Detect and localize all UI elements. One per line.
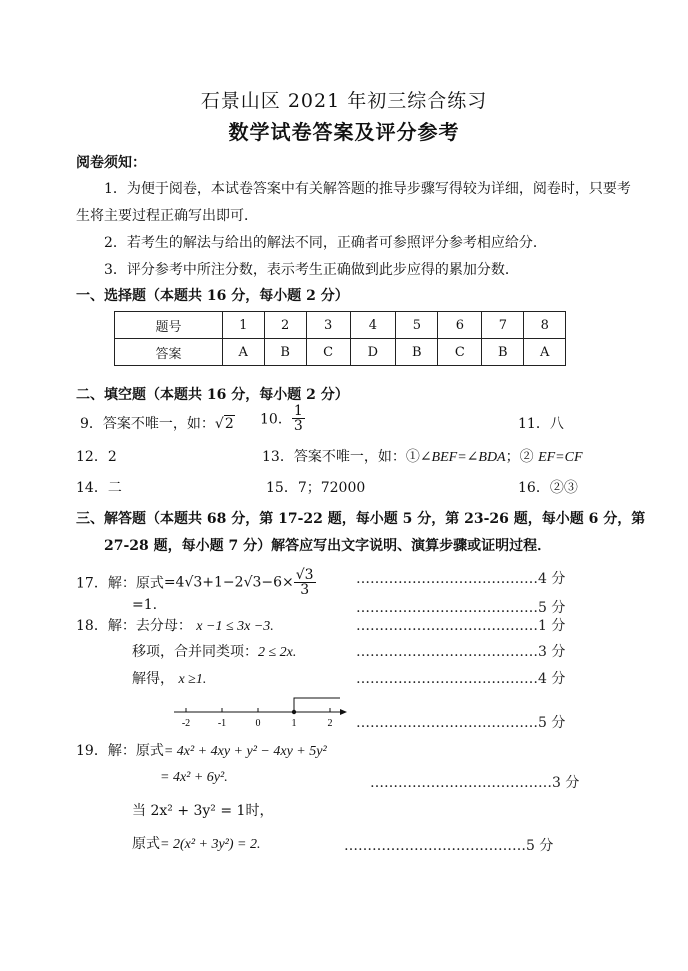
leader-dots: ………………………………… bbox=[356, 600, 538, 616]
q18-score-4 bbox=[356, 712, 565, 732]
q19-line1 bbox=[76, 740, 327, 760]
q17-line2: =1. bbox=[132, 597, 158, 613]
q18-line3 bbox=[132, 668, 206, 688]
notice-heading: 阅卷须知： bbox=[76, 155, 146, 171]
section-3-heading-line2: 27-28 题，每小题 7 分）解答应写出文字说明、演算步骤或证明过程． bbox=[104, 538, 552, 554]
table-cell: 1 bbox=[222, 312, 264, 339]
table-cell: 5 bbox=[396, 312, 438, 339]
q18-step2-text: 移项，合并同类项： bbox=[132, 644, 258, 660]
notice-3: 3．评分参考中所注分数，表示考生正确做到此步应得的累加分数． bbox=[104, 262, 519, 278]
sqrt-symbol: √ bbox=[214, 416, 224, 432]
table-cell: B bbox=[482, 339, 524, 366]
q18-step2-expr: 2 ≤ 2x. bbox=[258, 645, 297, 660]
score: 5 分 bbox=[526, 838, 554, 854]
table-cell: B bbox=[396, 339, 438, 366]
leader-dots: ………………………………… bbox=[356, 571, 538, 587]
fill-q13 bbox=[262, 446, 583, 466]
score: 4 分 bbox=[538, 671, 566, 687]
tick-label: 2 bbox=[327, 718, 333, 729]
q19-line4 bbox=[132, 833, 261, 853]
q19-score-1 bbox=[370, 772, 579, 792]
q10-denominator: 3 bbox=[293, 418, 303, 434]
document-title: 石景山区 2021 年初三综合练习 bbox=[200, 90, 488, 112]
score: 4 分 bbox=[538, 571, 566, 587]
table-cell: 3 bbox=[306, 312, 350, 339]
q19-line2: = 4x² + 6y². bbox=[160, 770, 228, 785]
table-cell: 8 bbox=[524, 312, 566, 339]
q18-step3-expr: x ≥1. bbox=[178, 672, 207, 687]
q10-fraction bbox=[292, 404, 305, 433]
q18-line1 bbox=[76, 615, 274, 635]
fill-q15: 15．7；72000 bbox=[266, 480, 366, 496]
table-row bbox=[115, 339, 566, 366]
section-3-heading-line1: 三、解答题（本题共 68 分，第 17-22 题，每小题 5 分，第 23-26 题，每小题 6 分，第 bbox=[76, 511, 646, 527]
q18-line2 bbox=[132, 641, 296, 661]
leader-dots: ………………………………… bbox=[356, 671, 538, 687]
number-line bbox=[170, 694, 350, 734]
q10-numerator: 1 bbox=[293, 403, 303, 419]
q13-answer-a: ∠BEF=∠BDA bbox=[419, 450, 506, 465]
table-cell: 6 bbox=[438, 312, 482, 339]
q18-score-3 bbox=[356, 668, 565, 688]
fill-q11: 11．八 bbox=[518, 416, 564, 432]
q19-score-2 bbox=[344, 835, 553, 855]
q18-step3-text: 解得， bbox=[132, 671, 174, 687]
q13-separator: ；② bbox=[505, 449, 539, 465]
section-2-heading: 二、填空题（本题共 16 分，每小题 2 分） bbox=[76, 387, 349, 403]
fill-q16: 16．②③ bbox=[518, 480, 578, 496]
score: 5 分 bbox=[538, 600, 566, 616]
fill-q10 bbox=[260, 404, 305, 433]
q9-text: 9．答案不唯一，如： bbox=[80, 416, 215, 432]
leader-dots: ………………………………… bbox=[356, 618, 538, 634]
q19-step4-expr: = 2(x² + 3y²) = 2. bbox=[160, 837, 261, 852]
table-cell: A bbox=[222, 339, 264, 366]
tick-label: -1 bbox=[217, 718, 227, 729]
leader-dots: ………………………………… bbox=[356, 644, 538, 660]
row-label: 答案 bbox=[115, 339, 223, 366]
q18-inequality: x −1 ≤ 3x −3. bbox=[196, 619, 274, 634]
q17-numerator: √3 bbox=[295, 567, 314, 583]
row-label: 题号 bbox=[115, 312, 223, 339]
table-cell: B bbox=[264, 339, 306, 366]
tick-label: 0 bbox=[255, 718, 261, 729]
q18-score-1 bbox=[356, 615, 565, 635]
fill-q12: 12．2 bbox=[76, 449, 117, 465]
fill-q14: 14．二 bbox=[76, 480, 122, 496]
notice-1b: 生将主要过程正确写出即可． bbox=[76, 208, 258, 224]
fill-q9 bbox=[80, 413, 235, 433]
document-subtitle: 数学试卷答案及评分参考 bbox=[228, 120, 460, 144]
score: 5 分 bbox=[538, 715, 566, 731]
table-row bbox=[115, 312, 566, 339]
q9-radicand: 2 bbox=[224, 416, 234, 432]
q17-score-2 bbox=[356, 597, 565, 617]
score: 3 分 bbox=[538, 644, 566, 660]
q13-answer-b: EF=CF bbox=[538, 450, 583, 465]
q17-score-1 bbox=[356, 568, 565, 588]
q17-expression: =4√3+1−2√3−6× bbox=[163, 574, 294, 591]
leader-dots: ………………………………… bbox=[356, 715, 538, 731]
table-cell: C bbox=[306, 339, 350, 366]
table-cell: A bbox=[524, 339, 566, 366]
table-cell: 4 bbox=[350, 312, 396, 339]
q18-label: 18．解：去分母： bbox=[76, 618, 192, 634]
section-1-heading: 一、选择题（本题共 16 分，每小题 2 分） bbox=[76, 288, 349, 304]
q19-label: 19．解：原式 bbox=[76, 743, 164, 759]
q17-label: 17．解：原式 bbox=[76, 575, 164, 592]
q19-step4-text: 原式 bbox=[132, 836, 160, 852]
leader-dots: ………………………………… bbox=[344, 838, 526, 854]
q17-fraction bbox=[294, 568, 316, 597]
q13-text: 13．答案不唯一，如：① bbox=[262, 449, 420, 465]
table-cell: 2 bbox=[264, 312, 306, 339]
q19-line3: 当 2x² + 3y² = 1时， bbox=[132, 803, 274, 819]
q19-expr1: = 4x² + 4xy + y² − 4xy + 5y² bbox=[163, 744, 327, 759]
q17-line1 bbox=[76, 568, 316, 597]
solution-ray bbox=[294, 698, 340, 712]
tick-label: 1 bbox=[291, 718, 297, 729]
arrow-right-icon bbox=[340, 709, 347, 715]
q18-score-2 bbox=[356, 641, 565, 661]
table-cell: C bbox=[438, 339, 482, 366]
tick-label: -2 bbox=[181, 718, 191, 729]
q10-text: 10． bbox=[260, 411, 292, 428]
score: 1 分 bbox=[538, 618, 566, 634]
q17-denominator: 3 bbox=[300, 582, 310, 598]
leader-dots: ………………………………… bbox=[370, 775, 552, 791]
table-cell: 7 bbox=[482, 312, 524, 339]
answer-table bbox=[114, 311, 566, 366]
notice-1a: 1．为便于阅卷，本试卷答案中有关解答题的推导步骤写得较为详细，阅卷时，只要考 bbox=[104, 181, 631, 197]
notice-2: 2．若考生的解法与给出的解法不同，正确者可参照评分参考相应给分． bbox=[104, 235, 547, 251]
score: 3 分 bbox=[552, 775, 580, 791]
table-cell: D bbox=[350, 339, 396, 366]
